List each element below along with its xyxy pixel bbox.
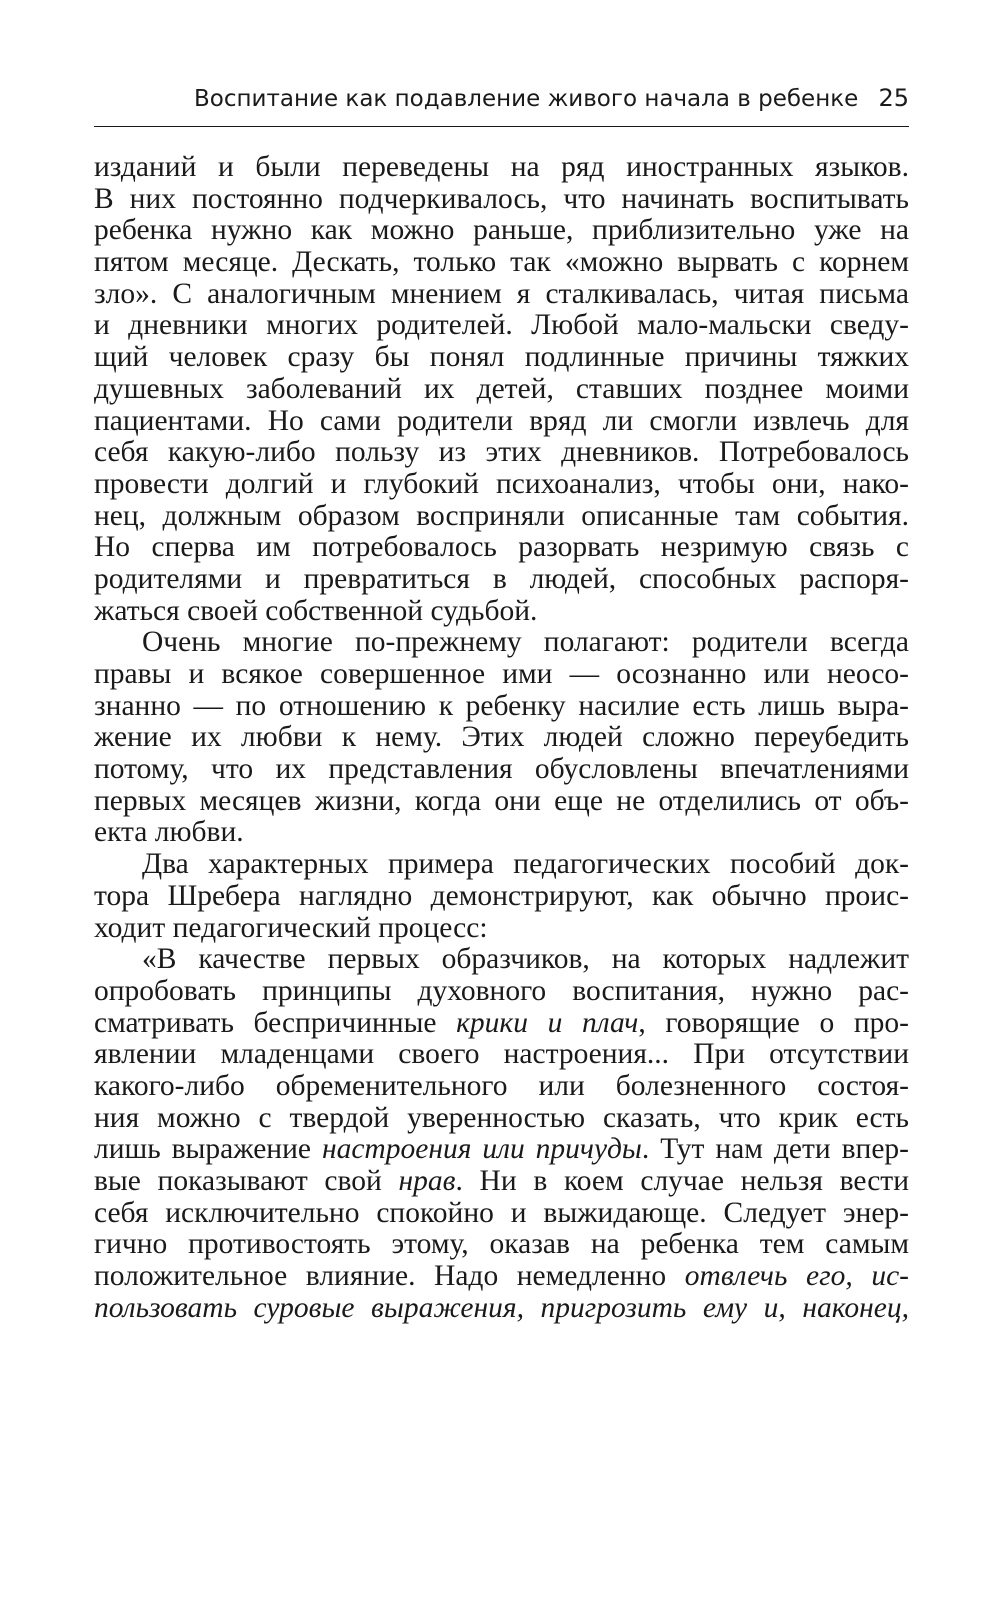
text-line: потому, что их представления обусловлены впечатлениями: [94, 753, 909, 786]
text-line: Очень многие по-прежнему полагают: родители всегда: [142, 626, 909, 659]
text-line: сматривать беспричинные крики и плач, говорящие о про-: [94, 1006, 910, 1039]
text-line: явлении младенцами своего настроения... При отсутствии: [94, 1038, 909, 1071]
text-line: жаться своей собственной судьбой.: [94, 594, 538, 627]
text-line: пациентами. Но сами родители вряд ли смогли извлечь для: [94, 404, 909, 437]
text-line: душевных заболеваний их детей, ставших позднее моими: [94, 372, 909, 405]
text-line: пятом месяце. Дескать, только так «можно вырвать с корнем: [94, 246, 909, 279]
italic-emphasis: настроения или причуды: [321, 1133, 642, 1166]
text-line: щий человек сразу бы понял подлинные причины тяжких: [94, 341, 909, 374]
running-head: [94, 80, 909, 127]
text-line: ния можно с твердой уверенностью сказать, что крик есть: [94, 1101, 909, 1134]
page-number: 25: [878, 84, 909, 112]
text-line: «В качестве первых образчиков, на которых надлежит: [142, 943, 909, 976]
italic-emphasis: пользовать суровые выражения, пригрозить ему и, наконец,: [94, 1291, 909, 1324]
running-title: Воспитание как подавление живого начала в ребенке: [194, 86, 859, 112]
text-line: вые показывают свой нрав. Ни в коем случае нельзя вести: [94, 1165, 909, 1197]
italic-emphasis: отвлечь его, ис-: [684, 1260, 909, 1293]
text-line: знанно — по отношению к ребенку насилие есть лишь выра-: [94, 689, 909, 722]
text-line: правы и всякое совершенное ими — осознанно или неосо-: [94, 658, 909, 690]
text-line: Два характерных примера педагогических пособий док-: [142, 848, 909, 881]
text-line: провести долгий и глубокий психоанализ, чтобы они, нако-: [94, 467, 909, 500]
text-line: [94, 1293, 909, 1325]
text-line: Но сперва им потребовалось разорвать незримую связь с: [94, 531, 909, 564]
text-line: нец, должным образом восприняли описанные там события.: [94, 499, 909, 532]
body-text: [94, 152, 909, 1324]
text-line: и дневники многих родителей. Любой мало-мальски сведу-: [94, 309, 909, 342]
text-line: себя какую-либо пользу из этих дневников. Потребовалось: [94, 436, 909, 469]
text-line: ребенка нужно как можно раньше, приблизительно уже на: [94, 214, 909, 247]
italic-emphasis: нрав: [398, 1165, 456, 1197]
text-line: В них постоянно подчеркивалось, что начинать воспитывать: [94, 182, 909, 215]
text-line: изданий и были переведены на ряд иностранных языков.: [94, 151, 909, 183]
text-line: лишь выражение настроения или причуды. Тут нам дети впер-: [94, 1133, 910, 1166]
text-line: какого-либо обременительного или болезненного состоя-: [94, 1069, 909, 1102]
text-line: ходит педагогический процесс:: [94, 911, 488, 944]
text-line: родителями и превратиться в людей, способных распоря-: [94, 562, 909, 595]
text-line: зло». С аналогичным мнением я сталкивалась, читая письма: [94, 277, 909, 310]
text-line: екта любви.: [94, 816, 244, 849]
text-line: опробовать принципы духовного воспитания, нужно рас-: [94, 974, 909, 1007]
text-line: тора Шребера наглядно демонстрируют, как обычно проис-: [94, 879, 909, 912]
text-line: первых месяцев жизни, когда они еще не отделились от объ-: [94, 784, 909, 817]
text-line: жение их любви к нему. Этих людей сложно переубедить: [94, 721, 909, 754]
text-line: себя исключительно спокойно и выжидающе. Следует энер-: [94, 1196, 909, 1229]
text-line: гично противостоять этому, оказав на ребенка тем самым: [94, 1228, 909, 1261]
italic-emphasis: крики и плач: [456, 1006, 639, 1039]
text-line: положительное влияние. Надо немедленно отвлечь его, ис-: [94, 1260, 909, 1293]
